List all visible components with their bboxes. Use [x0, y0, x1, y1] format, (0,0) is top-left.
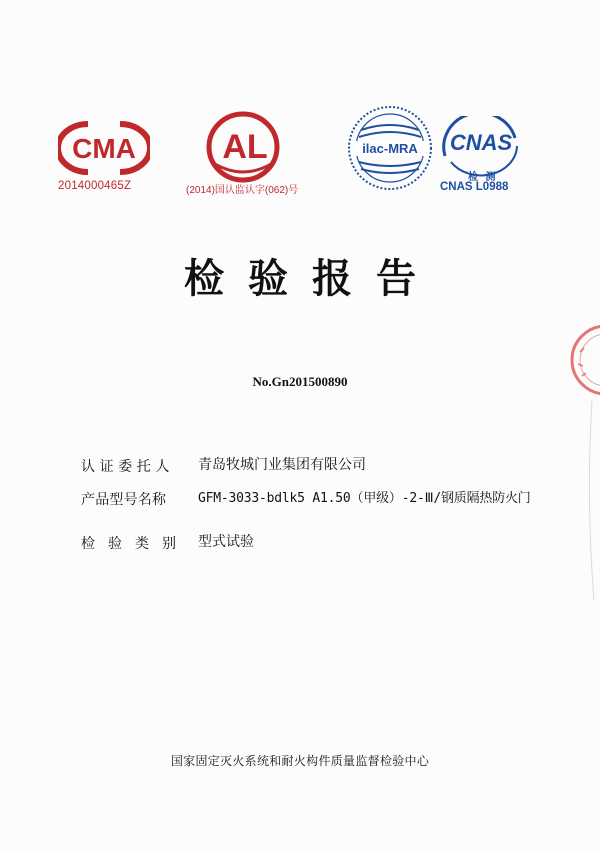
seal-stamp-fragment: [560, 322, 600, 398]
page-title: 检验报告: [184, 256, 440, 302]
field-inspection-type-label: 检验类别: [81, 536, 189, 552]
cal-certificate-number: (2014)国认监认字(062)号: [186, 185, 299, 196]
field-client-label: 认证委托人: [81, 459, 174, 475]
cnas-accreditation-number: CNAS L0988: [440, 181, 509, 193]
cma-logo: [58, 118, 150, 178]
cnas-testing-label: 检 测: [468, 172, 498, 183]
cal-logo-text: AL: [222, 128, 268, 166]
cal-logo: [203, 110, 283, 184]
field-product-model-value: GFM-3033-bdlk5 A1.50（甲级）-2-Ⅲ/钢质隔热防火门: [198, 491, 531, 506]
issuing-organization: 国家固定灭火系统和耐火构件质量监督检验中心: [170, 754, 430, 768]
cma-certificate-number: 2014000465Z: [58, 180, 132, 192]
ilac-mra-logo: [347, 104, 433, 192]
cma-logo-text: CMA: [72, 133, 136, 164]
ilac-mra-logo-text: ilac-MRA: [362, 141, 418, 156]
cnas-logo-text: CNAS: [449, 130, 513, 155]
field-product-model-label: 产品型号名称: [81, 492, 167, 508]
page-fold-edge: [572, 400, 600, 600]
field-client-value: 青岛牧城门业集团有限公司: [198, 457, 366, 473]
field-inspection-type-value: 型式试验: [198, 534, 254, 550]
report-number: No.Gn201500890: [252, 374, 348, 389]
